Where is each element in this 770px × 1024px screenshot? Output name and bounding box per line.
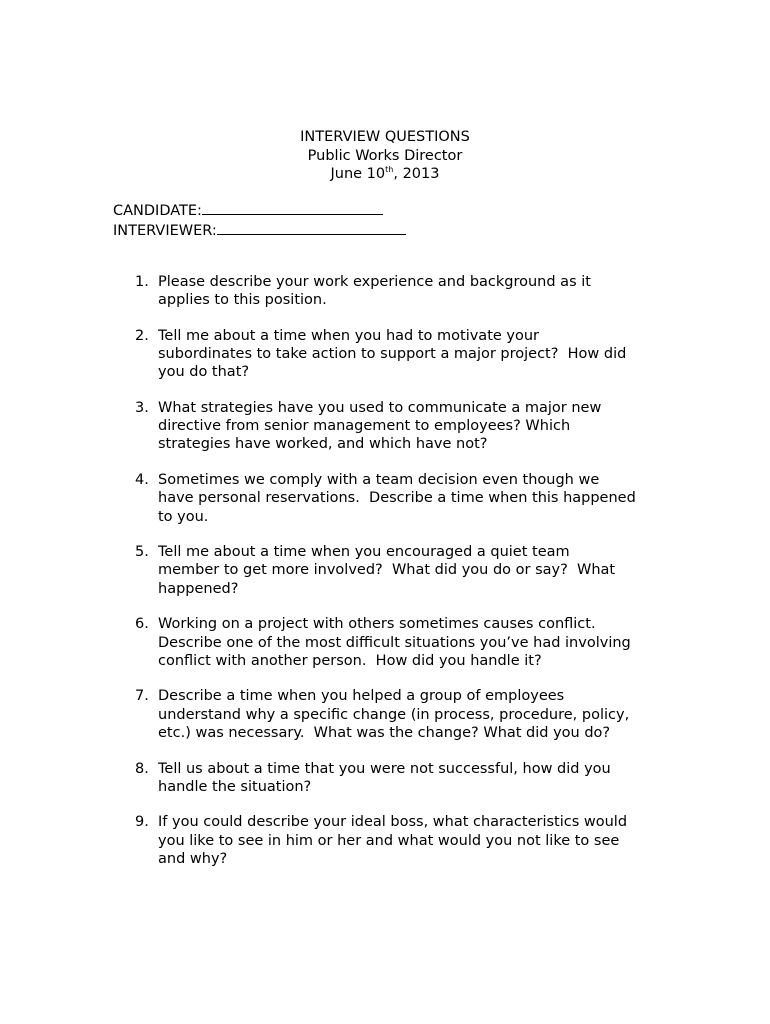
date-ordinal-suffix: th xyxy=(385,165,394,175)
date-year: , 2013 xyxy=(393,166,440,182)
candidate-label: CANDIDATE: xyxy=(113,203,202,219)
candidate-blank-line[interactable] xyxy=(202,201,383,215)
question-text-line: Describe one of the most difficult situations you’ve had involving xyxy=(158,634,631,651)
question-text xyxy=(158,687,675,742)
question-text-line: understand why a specific change (in process, procedure, policy, xyxy=(158,706,630,723)
question-text-line: What strategies have you used to communicate a major new xyxy=(158,400,602,417)
question-text-line: happened? xyxy=(158,580,239,597)
question-number: 2. xyxy=(135,327,149,344)
question-item xyxy=(135,615,675,670)
question-text-line: Please describe your work experience and background as it xyxy=(158,274,591,290)
question-text-line: conflict with another person. How did you handle it? xyxy=(158,652,542,669)
question-text-line: you like to see in him or her and what would you not like to see xyxy=(158,832,620,849)
question-text xyxy=(158,273,675,309)
question-item xyxy=(135,687,675,742)
question-text-line: etc.) was necessary. What was the change? What did you do? xyxy=(158,724,611,741)
question-number: 6. xyxy=(135,616,149,633)
question-item xyxy=(135,760,675,796)
question-item xyxy=(135,813,675,868)
interviewer-field xyxy=(113,221,406,241)
question-text-line: you do that? xyxy=(158,364,250,381)
question-text-line: have personal reservations. Describe a time when this happened xyxy=(158,490,636,507)
question-text xyxy=(158,327,675,382)
question-item xyxy=(135,273,675,309)
question-text-line: Describe a time when you helped a group of employees xyxy=(158,688,565,705)
question-text-line: Tell me about a time when you encouraged a quiet team xyxy=(158,544,570,561)
question-text xyxy=(158,813,675,868)
question-list xyxy=(135,273,675,886)
question-text-line: strategies have worked, and which have not? xyxy=(158,436,488,453)
question-text-line: to you. xyxy=(158,508,209,525)
question-number: 1. xyxy=(135,274,149,290)
question-text-line: applies to this position. xyxy=(158,292,327,309)
question-text xyxy=(158,543,675,598)
question-number: 9. xyxy=(135,814,149,831)
question-number: 3. xyxy=(135,400,149,417)
question-text xyxy=(158,760,675,796)
document-header xyxy=(0,128,770,184)
question-text-line: directive from senior management to employees? Which xyxy=(158,418,571,435)
position-title: Public Works Director xyxy=(307,147,463,164)
question-text-line: member to get more involved? What did you do or say? What xyxy=(158,562,616,579)
question-item xyxy=(135,399,675,454)
question-text-line: Tell us about a time that you were not successful, how did you xyxy=(158,760,611,777)
question-text-line: handle the situation? xyxy=(158,778,312,795)
question-text xyxy=(158,615,675,670)
question-text-line: and why? xyxy=(158,850,228,867)
question-text xyxy=(158,471,675,526)
date-month-day: June 10 xyxy=(330,166,386,182)
question-number: 4. xyxy=(135,472,149,489)
question-item xyxy=(135,471,675,526)
question-text-line: If you could describe your ideal boss, what characteristics would xyxy=(158,814,628,831)
question-text-line: Tell me about a time when you had to motivate your xyxy=(158,327,540,344)
question-item xyxy=(135,543,675,598)
form-fields xyxy=(113,201,406,240)
question-text-line: Sometimes we comply with a team decision even though we xyxy=(158,472,600,489)
interviewer-blank-line[interactable] xyxy=(217,221,406,235)
question-item xyxy=(135,327,675,382)
document-title: INTERVIEW QUESTIONS xyxy=(300,129,470,145)
question-number: 5. xyxy=(135,544,149,561)
question-text-line: Working on a project with others sometimes causes conflict. xyxy=(158,616,596,633)
question-number: 8. xyxy=(135,760,149,777)
question-number: 7. xyxy=(135,688,149,705)
candidate-field xyxy=(113,201,406,221)
interview-date xyxy=(0,165,770,184)
question-text-line: subordinates to take action to support a major project? How did xyxy=(158,346,627,363)
interviewer-label: INTERVIEWER: xyxy=(113,222,217,239)
question-text xyxy=(158,399,675,454)
